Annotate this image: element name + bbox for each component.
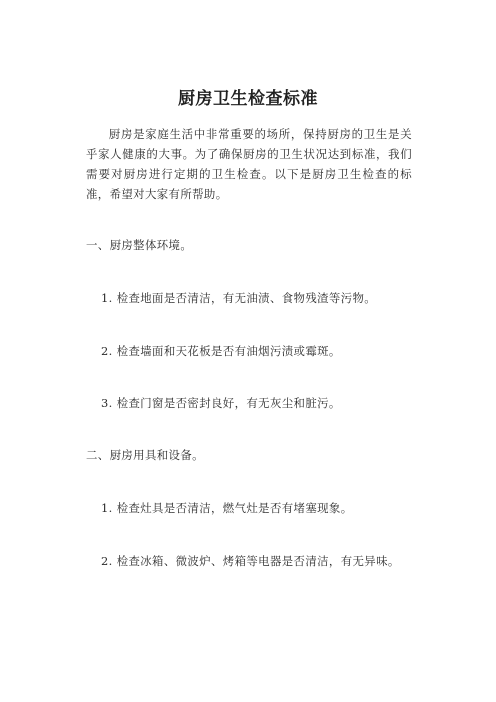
section-heading-environment: 一、厨房整体环境。 <box>86 238 193 252</box>
environment-item-doors-windows: 3. 检查门窗是否密封良好，有无灰尘和脏污。 <box>101 396 341 410</box>
equipment-item-stove: 1. 检查灶具是否清洁，燃气灶是否有堵塞现象。 <box>101 501 353 515</box>
environment-item-floor: 1. 检查地面是否清洁，有无油渍、食物残渣等污物。 <box>101 291 377 305</box>
intro-paragraph: 厨房是家庭生活中非常重要的场所，保持厨房的卫生是关乎家人健康的大事。为了确保厨房的卫生状况达到标准，我们需要对厨房进行定期的卫生检查。以下是厨房卫生检查的标准，希望对大家有所帮助。 <box>86 127 412 201</box>
document-title: 厨房卫生检查标准 <box>178 89 318 109</box>
section-heading-equipment: 二、厨房用具和设备。 <box>86 448 204 462</box>
equipment-item-appliances: 2. 检查冰箱、微波炉、烤箱等电器是否清洁，有无异味。 <box>101 554 400 568</box>
environment-item-walls: 2. 检查墙面和天花板是否有油烟污渍或霉斑。 <box>101 344 341 358</box>
